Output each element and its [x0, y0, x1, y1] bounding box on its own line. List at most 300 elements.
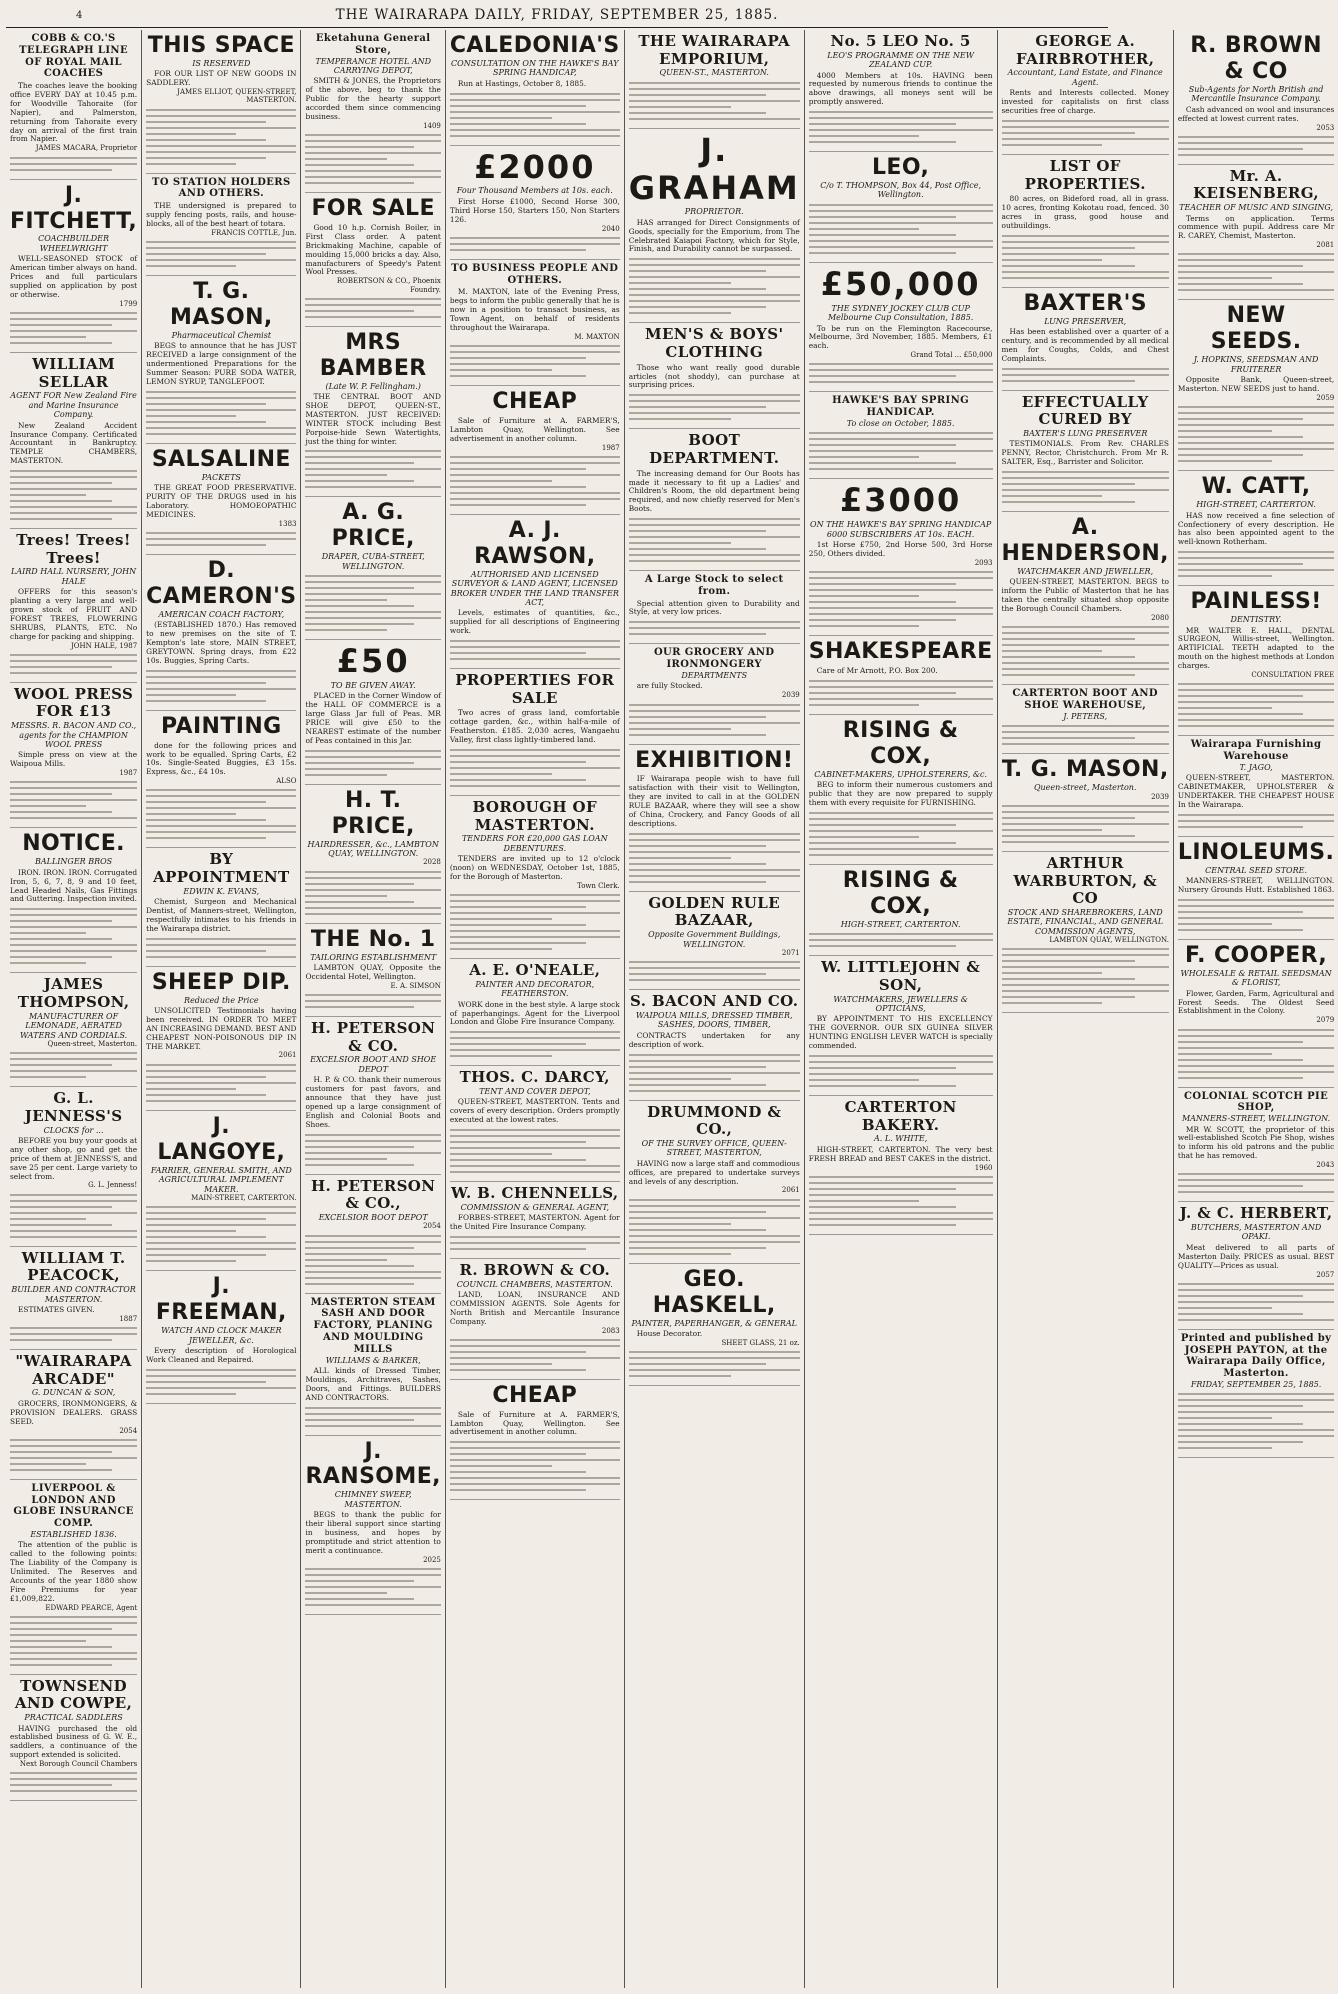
ad-note: JAMES ELLIOT, QUEEN-STREET, MASTERTON. — [177, 88, 297, 105]
ad-subheading: EDWIN K. EVANS, — [183, 886, 260, 896]
advertisement — [305, 193, 440, 327]
advertisement — [809, 392, 993, 479]
ad-fine-print — [809, 432, 993, 470]
ad-subheading: WATCH AND CLOCK MAKER JEWELLER, &c. — [161, 1326, 282, 1345]
ad-heading: H. PETERSON & CO. — [310, 1019, 436, 1055]
ad-fine-print — [146, 391, 296, 435]
column-8 — [1174, 30, 1338, 1988]
advertisement — [305, 1175, 440, 1294]
ad-note: 2039 — [781, 691, 800, 700]
ad-body: The attention of the public is called to the following points: The Liability of the Company is Unlimited. The Reserves and Accounts of the year 1880 show Fire Premiums for year £1,009,822. — [10, 1540, 138, 1603]
advertisement — [809, 1096, 993, 1235]
ad-body: Special attention given to Durability and Style, at very low prices. — [628, 598, 800, 617]
ad-fine-print — [629, 1199, 800, 1255]
ad-fine-print — [629, 518, 800, 562]
advertisement — [10, 1675, 137, 1802]
ad-heading: Wairarapa Furnishing Warehouse — [1190, 739, 1322, 762]
ad-note: 2025 — [423, 1555, 441, 1564]
ad-subheading: PACKETS — [201, 472, 241, 482]
ad-heading: A. J. RAWSON, — [474, 517, 596, 569]
ad-heading: NOTICE. — [22, 831, 125, 857]
ad-heading: BOOT DEPARTMENT. — [649, 431, 780, 467]
ad-fine-print — [809, 1176, 993, 1226]
ad-heading: CALEDONIA'S — [449, 33, 620, 58]
ad-subheading: Sub-Agents for North British and Mercantile Insurance Company. — [1188, 84, 1324, 104]
ad-heading: J. FREEMAN, — [155, 1274, 287, 1326]
ad-fine-print — [305, 450, 440, 488]
ad-subheading: LEO'S PROGRAMME ON THE NEW ZEALAND CUP. — [827, 50, 974, 70]
ad-body: M. MAXTON, late of the Evening Press, begs to inform the public generally that he is now in a position to transact business, as Town Agent, on behalf of residents throughout the Wairarapa. — [449, 287, 620, 332]
advertisement — [146, 1271, 296, 1404]
ad-subheading: ON THE HAWKE'S BAY SPRING HANDICAP 6000 SUBSCRIBERS AT 10s. EACH. — [810, 520, 992, 539]
ad-fine-print — [305, 994, 440, 1008]
ad-fine-print — [1178, 1029, 1334, 1079]
advertisement — [146, 174, 296, 276]
ad-body: Sale of Furniture at A. FARMER'S, Lambton Quay, Wellington. See advertisement in another column. — [449, 1409, 620, 1437]
ad-heading: PROPERTIES FOR SALE — [455, 671, 615, 707]
advertisement — [809, 30, 993, 152]
ad-heading: SALSALINE — [151, 446, 291, 472]
ad-heading: THOS. C. DARCY, — [459, 1068, 610, 1087]
ad-body: THE CENTRAL BOOT AND SHOE DEPOT, QUEEN-ST., MASTERTON. JUST RECEIVED: WINTER STOCK including Best Porpoise-hide Sewn Watertights, just the thing for winter. — [305, 392, 441, 446]
ad-body: House Decorator. — [636, 1328, 703, 1338]
ad-fine-print — [1178, 1393, 1334, 1449]
ad-subheading: QUEEN-ST., MASTERTON. — [659, 68, 769, 78]
ad-note: FRANCIS COTTLE, Jun. — [211, 228, 297, 237]
advertisement — [1002, 391, 1169, 512]
ad-note: Town Clerk. — [577, 881, 620, 890]
ad-heading: R. BROWN & CO — [1190, 33, 1322, 84]
ad-fine-print — [146, 1064, 296, 1102]
ad-subheading: Four Thousand Members at 10s. each. — [456, 186, 613, 196]
ad-body: First Horse £1000, Second Horse 300, Third Horse 150, Starters 150, Non Starters 126. — [449, 196, 620, 224]
ad-body: Opposite Bank, Queen-street, Masterton. NEW SEEDS just to hand. — [1177, 375, 1335, 394]
ad-note: SHEET GLASS, 21 oz. — [721, 1338, 800, 1347]
ad-subheading: ESTABLISHED 1836. — [30, 1529, 117, 1539]
ad-fine-print — [146, 109, 296, 165]
ad-heading: WOOL PRESS FOR £13 — [13, 684, 134, 721]
ad-fine-print — [10, 908, 137, 964]
ad-heading: D. CAMERON'S — [146, 557, 297, 609]
ad-body: HAS now received a fine selection of Confectionery of every description. He has also been appointed agent to the well-known Rotherham. — [1177, 510, 1335, 547]
ad-heading: THE WAIRARAPA EMPORIUM, — [638, 32, 791, 68]
advertisement — [809, 956, 993, 1096]
advertisement — [450, 260, 620, 386]
ad-heading: HAWKE'S BAY SPRING HANDICAP. — [832, 395, 970, 419]
ad-subheading: TEACHER OF MUSIC AND SINGING, — [1179, 203, 1334, 213]
ad-heading: Mr. A. KEISENBERG, — [1193, 166, 1320, 203]
ad-heading: FOR SALE — [311, 196, 435, 222]
ad-fine-print — [809, 933, 993, 947]
ad-body: BEFORE you buy your goods at any other shop, go and get the price of them at JENNESS'S, and save 25 per cent. Large variety to select from. — [10, 1136, 138, 1181]
ad-fine-print — [629, 704, 800, 736]
ad-subheading: TEMPERANCE HOTEL AND CARRYING DEPOT, — [315, 56, 432, 76]
column-7 — [998, 30, 1174, 1988]
ad-fine-print — [450, 1339, 620, 1371]
ad-body: HAS arranged for Direct Consignments of Goods, specially for the Emporium, from The Celebrated Kaiapoi Factory, which for Style, Finish, and Durability cannot be surpassed. — [628, 217, 800, 254]
ad-heading: GEORGE A. FAIRBROTHER, — [1016, 32, 1155, 68]
advertisement — [305, 924, 440, 1017]
ad-body: Good 10 h.p. Cornish Boiler, in First Class order. A patent Brickmaking Machine, capable of moulding 15,000 bricks a day. Also, manufacturers of Speedy's Patent Wool Presses. — [305, 223, 441, 277]
ad-heading: LIVERPOOL & LONDON AND GLOBE INSURANCE COMP. — [13, 1482, 134, 1530]
ad-subheading: PROPRIETOR. — [684, 207, 744, 217]
ad-body: Every description of Horological Work Cleaned and Repaired. — [146, 1345, 297, 1364]
ad-body: MR WALTER E. HALL, DENTAL SURGEON, Willis-street, Wellington. ARTIFICIAL TEETH adapted to the mouth on the highest methods at London charges. — [1177, 625, 1335, 671]
columns — [6, 30, 1335, 1988]
ad-body: ALL kinds of Dressed Timber, Mouldings, Architraves, Sashes, Doors, and Fittings. BUILDERS AND CONTRACTORS. — [305, 1366, 441, 1402]
ad-note: 1409 — [423, 121, 441, 130]
ad-heading: £50,000 — [820, 264, 981, 303]
ad-note: ALSO — [276, 777, 297, 786]
ad-fine-print — [629, 833, 800, 883]
advertisement — [629, 892, 800, 991]
ad-note: 1799 — [119, 299, 138, 308]
ad-heading: J. FITCHETT, — [10, 182, 138, 234]
ad-fine-print — [10, 1327, 137, 1341]
masthead-title: THE WAIRARAPA DAILY, FRIDAY, SEPTEMBER 25, 1885. — [335, 6, 779, 23]
ad-fine-print — [305, 134, 440, 184]
ad-heading: J. RANSOME, — [305, 1438, 441, 1490]
page-number: 4 — [76, 9, 83, 21]
advertisement — [146, 30, 296, 174]
ad-fine-print — [450, 456, 620, 506]
ad-fine-print — [10, 1052, 137, 1078]
advertisement — [1002, 754, 1169, 852]
ad-fine-print — [10, 1616, 137, 1666]
ad-subheading: T. JAGO, — [1239, 762, 1273, 772]
advertisement — [1178, 30, 1334, 165]
ad-fine-print — [10, 157, 137, 171]
ad-heading: Printed and published by JOSEPH PAYTON, at the Wairarapa Daily Office, Masterton. — [1180, 1332, 1332, 1380]
advertisement — [10, 1480, 137, 1675]
ad-fine-print — [1002, 626, 1169, 676]
ad-note: 2083 — [601, 1326, 620, 1335]
advertisement — [629, 1101, 800, 1264]
ad-subheading: PRACTICAL SADDLERS — [24, 1713, 123, 1723]
advertisement — [809, 636, 993, 715]
advertisement — [305, 1294, 440, 1436]
ad-fine-print — [10, 470, 137, 520]
ad-heading: LINOLEUMS. — [1177, 839, 1335, 865]
ad-fine-print — [1002, 725, 1169, 745]
ad-subheading: THE SYDNEY JOCKEY CLUB CUP Melbourne Cup Consultation, 1885. — [827, 303, 974, 323]
ad-body: (ESTABLISHED 1870.) Has removed to new premises on the site of T. Kempton's late store, MAIN STREET, GREYTOWN. Spring drays, from £22 10s. Buggies, Spring Carts. — [146, 620, 297, 665]
ad-heading: SHEEP DIP. — [151, 969, 291, 995]
ad-heading: BAXTER'S — [1023, 290, 1147, 316]
ad-body: Levels, estimates of quantities, &c., supplied for all descriptions of Engineering work. — [449, 608, 620, 636]
ad-subheading: LUNG PRESERVER, — [1044, 316, 1127, 326]
advertisement — [450, 959, 620, 1066]
ad-note: 2061 — [278, 1051, 297, 1060]
advertisement — [809, 263, 993, 393]
ad-heading: TO STATION HOLDERS AND OTHERS. — [152, 176, 291, 200]
ad-subheading: CLOCKS for ... — [43, 1125, 104, 1135]
advertisement — [1178, 165, 1334, 301]
ad-heading: LEO, — [872, 155, 930, 181]
ad-body: LAMBTON QUAY, Opposite the Occidental Hotel, Wellington. — [305, 963, 441, 981]
ad-body: HAVING purchased the old established business of G. W. E., saddlers, a continuance of the support extended is solicited. — [10, 1723, 138, 1760]
ad-body: WORK done in the best style. A large stock of paperhangings. Agent for the Liverpool London and Globe Fire Insurance Company. — [449, 999, 620, 1027]
ad-heading: WILLIAM SELLAR — [32, 354, 116, 391]
ad-body: Those who want really good durable articles (not shoddy), can purchase at surprising prices. — [628, 362, 800, 390]
advertisement — [146, 711, 296, 849]
advertisement — [1178, 940, 1334, 1088]
advertisement — [450, 1259, 620, 1380]
ad-heading: EXHIBITION! — [635, 747, 794, 773]
ad-fine-print — [629, 961, 800, 981]
ad-body: IF Wairarapa people wish to have full satisfaction with their visit to Wellington, they are invited to call in at the GOLDEN RULE BAZAAR, where they will see a show of China, Crockery, and Fancy Goods of all descriptions. — [628, 774, 800, 828]
advertisement — [809, 715, 993, 865]
advertisement — [450, 515, 620, 669]
ad-subheading: COACHBUILDER WHEELWRIGHT — [38, 234, 110, 253]
ad-subheading: Reduced the Price — [184, 995, 259, 1005]
ad-body: Flower, Garden, Farm, Agricultural and Forest Seeds. The Oldest Seed Establishment in the Colony. — [1177, 988, 1335, 1016]
ad-fine-print — [1178, 899, 1334, 931]
advertisement — [450, 1066, 620, 1182]
ad-subheading: COMMISSION & GENERAL AGENT, — [460, 1202, 609, 1212]
column-6 — [805, 30, 998, 1988]
ad-note: Grand Total ... £50,000 — [910, 351, 993, 360]
ad-subheading: MANNERS-STREET, WELLINGTON. — [1181, 1114, 1331, 1124]
ad-heading: COLONIAL SCOTCH PIE SHOP, — [1184, 1090, 1329, 1114]
ad-subheading: BUTCHERS, MASTERTON AND OPAKI. — [1190, 1223, 1322, 1242]
ad-fine-print — [1178, 136, 1334, 156]
ad-note: 1887 — [119, 1314, 138, 1323]
ad-note: 1383 — [278, 519, 297, 528]
advertisement — [305, 785, 440, 924]
column-5 — [625, 30, 805, 1988]
ad-fine-print — [450, 93, 620, 137]
advertisement — [1178, 837, 1334, 940]
ad-note: 2057 — [1316, 1270, 1335, 1279]
ad-body: QUEEN-STREET, MASTERTON. BEGS to inform the Public of Masterton that he has taken the centrally situated shop opposite the Borough Council Chambers. — [1001, 577, 1169, 614]
ad-subheading: Accountant, Land Estate, and Finance Agent. — [1007, 68, 1163, 87]
ad-note: EDWARD PEARCE, Agent — [45, 1603, 138, 1612]
ad-body: IRON. IRON. IRON. Corrugated Iron, 5, 6, 7, 8, 9 and 10 feet, Lead Headed Nails, Gas Fittings and Guttering. Inspection invited. — [10, 867, 138, 904]
ad-fine-print — [10, 1439, 137, 1471]
ad-subheading: BAXTER'S LUNG PRESERVER — [1023, 429, 1148, 439]
ad-body: 80 acres, on Bideford road, all in grass. 10 acres, fronting Kokotau road, fenced. 30 acres in grass, good house and outbuildings. — [1001, 194, 1169, 230]
ad-fine-print — [305, 1235, 440, 1285]
ad-heading: OUR GROCERY AND IRONMONGERY — [653, 647, 775, 671]
ad-fine-print — [1002, 471, 1169, 503]
ad-note: CONSULTATION FREE — [1251, 670, 1335, 679]
ad-note: 1987 — [601, 443, 620, 452]
column-4 — [446, 30, 625, 1988]
ad-body: Has been established over a quarter of a century, and is recommended by all medical men for Coughs, Colds, and Chest Complaints. — [1001, 327, 1169, 363]
ad-fine-print — [146, 789, 296, 839]
ad-body: BY APPOINTMENT TO HIS EXCELLENCY THE GOVERNOR. OUR SIX GUINEA SILVER HUNTING ENGLISH LEVER WATCH is specially commended. — [808, 1014, 993, 1051]
ad-subheading: (Late W. P. Fellingham.) — [325, 381, 421, 391]
ad-heading: CHEAP — [492, 388, 578, 414]
ad-subheading: WATCHMAKERS, JEWELLERS & OPTICIANS, — [833, 994, 968, 1013]
ad-fine-print — [450, 894, 620, 950]
ad-fine-print — [146, 1206, 296, 1262]
ad-heading: J. & C. HERBERT, — [1179, 1204, 1333, 1223]
ad-subheading: WATCHMAKER AND JEWELLER, — [1017, 566, 1154, 576]
ad-body: BEG to inform their numerous customers and public that they are now prepared to supply them with every requisite for FURNISHING. — [808, 780, 993, 807]
ad-body: Two acres of grass land, comfortable cottage garden, &c., within half-a-mile of Featherston. £185. 2,030 acres, Wangaehu Valley, first class lightly-timbered land. — [449, 708, 620, 745]
ad-body: ESTIMATES GIVEN. — [18, 1304, 95, 1314]
ad-body: HAVING now a large staff and commodious offices, are prepared to undertake surveys and levels of any description. — [628, 1158, 800, 1186]
ad-body: TENDERS are invited up to 12 o'clock (noon) on WEDNESDAY, October 1st, 1885, for the Borough of Masterton. — [449, 854, 620, 881]
ad-heading: SHAKESPEARE — [808, 639, 993, 665]
ad-subheading: FARRIER, GENERAL SMITH, AND AGRICULTURAL IMPLEMENT MAKER. — [150, 1165, 292, 1194]
advertisement — [1002, 155, 1169, 288]
advertisement — [305, 640, 440, 784]
advertisement — [629, 30, 800, 129]
ad-subheading: OF THE SURVEY OFFICE, QUEEN-STREET, MASTERTON, — [641, 1138, 787, 1158]
advertisement — [809, 479, 993, 636]
advertisement — [1178, 300, 1334, 471]
ad-fine-print — [629, 82, 800, 120]
ad-body: FORBES-STREET, MASTERTON. Agent for the United Fire Insurance Company. — [449, 1213, 620, 1232]
ad-subheading: BUILDER AND CONTRACTOR MASTERTON. — [11, 1285, 136, 1304]
advertisement — [1002, 30, 1169, 155]
advertisement — [629, 644, 800, 744]
ad-subheading: CABINET-MAKERS, UPHOLSTERERS, &c. — [814, 769, 988, 779]
ad-subheading: A. L. WHITE, — [873, 1134, 928, 1144]
ad-heading: PAINTING — [161, 713, 282, 739]
ad-subheading: HIGH-STREET, CARTERTON. — [840, 919, 961, 929]
ad-note: 2054 — [423, 1222, 441, 1231]
ad-fine-print — [1178, 253, 1334, 291]
ad-body: FOR OUR LIST OF NEW GOODS IN SADDLERY. — [146, 69, 297, 88]
ad-subheading: EXCELSIOR BOOT DEPOT — [318, 1212, 428, 1222]
advertisement — [146, 967, 296, 1111]
ad-body: CONTRACTS undertaken for any description of work. — [628, 1030, 800, 1049]
ad-body: QUEEN-STREET, MASTERTON. Tents and covers of every description. Orders promptly executed at the lowest rates. — [449, 1097, 620, 1125]
ad-heading: LIST OF PROPERTIES. — [1024, 156, 1146, 193]
ad-fine-print — [1178, 683, 1334, 727]
ad-note: 2043 — [1316, 1161, 1335, 1170]
advertisement — [146, 1111, 296, 1271]
ad-heading: £2000 — [474, 147, 596, 186]
ad-heading: JAMES THOMPSON, — [17, 975, 130, 1012]
ad-note: MAIN-STREET, CARTERTON. — [191, 1193, 297, 1202]
ad-fine-print — [809, 363, 993, 383]
ad-fine-print — [450, 345, 620, 377]
advertisement — [305, 327, 440, 498]
ad-heading: PAINLESS! — [1190, 589, 1322, 615]
ad-body: 1st Horse £750, 2nd Horse 500, 3rd Horse 250, Others divided. — [808, 540, 993, 558]
ad-heading: F. COOPER, — [1184, 942, 1328, 968]
ad-heading: EFFECTUALLY CURED BY — [1021, 392, 1149, 429]
ad-heading: £3000 — [839, 481, 962, 520]
advertisement — [450, 669, 620, 796]
ad-heading: MRS BAMBER — [319, 329, 427, 381]
ad-subheading: BALLINGER BROS — [34, 857, 113, 867]
ad-body: 4000 Members at 10s. HAVING been requested by numerous friends to continue the above drawings, all moneys sent will be promptly answered. — [808, 70, 993, 107]
ad-subheading: Queen-street, Masterton. — [1033, 783, 1137, 793]
ad-fine-print — [629, 258, 800, 314]
ad-fine-print — [1178, 551, 1334, 577]
ad-subheading: WAIPOUA MILLS, DRESSED TIMBER, SASHES, DOORS, TIMBER, — [635, 1010, 793, 1030]
ad-note: 2071 — [781, 948, 800, 957]
ad-body: Rents and Interests collected. Money invested for capitalists on first class securities free of charge. — [1001, 88, 1169, 115]
advertisement — [10, 30, 137, 180]
ad-fine-print — [146, 1369, 296, 1395]
advertisement — [305, 497, 440, 640]
ad-subheading: DENTISTRY. — [1230, 615, 1282, 625]
advertisement — [10, 973, 137, 1087]
ad-subheading: Opposite Government Buildings, WELLINGTON. — [648, 930, 781, 949]
ad-heading: G. L. JENNESS'S — [24, 1089, 123, 1125]
ad-fine-print — [1178, 814, 1334, 828]
ad-subheading: MANUFACTURER OF LEMONADE, AERATED WATERS AND CORDIALS. — [19, 1011, 128, 1040]
ad-heading: Eketahuna General Store, — [315, 33, 431, 56]
ad-subheading: HIGH-STREET, CARTERTON. — [1196, 500, 1316, 510]
ad-body: Simple press on view at the Waipoua Mills. — [10, 750, 138, 769]
ad-heading: BY APPOINTMENT — [153, 850, 290, 887]
advertisement — [1002, 685, 1169, 754]
advertisement — [1178, 1330, 1334, 1459]
ad-body: GROCERS, IRONMONGERS, & PROVISION DEALERS. GRASS SEED. — [10, 1398, 138, 1426]
ad-fine-print — [10, 781, 137, 819]
advertisement — [10, 1247, 137, 1350]
ad-note: 2054 — [119, 1426, 138, 1435]
ad-note: 2079 — [1316, 1016, 1335, 1025]
ad-subheading: CENTRAL SEED STORE. — [1205, 865, 1308, 875]
ad-fine-print — [809, 204, 993, 254]
advertisement — [629, 745, 800, 892]
ad-note: JAMES MACARA, Proprietor — [35, 144, 138, 153]
ad-subheading: DRAPER, CUBA-STREET, WELLINGTON. — [321, 552, 425, 571]
ad-heading: A. G. PRICE, — [331, 500, 415, 552]
ad-fine-print — [629, 1054, 800, 1092]
ad-subheading: AGENT FOR New Zealand Fire and Marine Insurance Company. — [10, 391, 137, 420]
ad-subheading: EXCELSIOR BOOT AND SHOE DEPOT — [310, 1055, 437, 1074]
ad-fine-print — [809, 571, 993, 627]
ad-fine-print — [450, 1129, 620, 1173]
ad-fine-print — [1178, 406, 1334, 462]
advertisement — [146, 848, 296, 966]
advertisement — [450, 1182, 620, 1259]
ad-note: G. L. Jenness! — [88, 1181, 138, 1190]
ad-subheading: TENDERS FOR £20,000 GAS LOAN DEBENTURES. — [461, 834, 608, 853]
ad-subheading: G. DUNCAN & SON, — [31, 1388, 116, 1398]
advertisement — [1002, 512, 1169, 685]
ad-heading: H. PETERSON & CO., — [310, 1176, 436, 1213]
ad-fine-print — [10, 1194, 137, 1238]
column-3 — [301, 30, 445, 1988]
ad-body: done for the following prices and work to be equalled. Spring Carts, £2 10s. Single-Seated Buggies, £3 15s. Express, &c., £4 10s. — [146, 740, 297, 777]
ad-subheading: DEPARTMENTS — [681, 670, 748, 680]
ad-fine-print — [450, 749, 620, 787]
masthead — [6, 4, 1108, 28]
ad-fine-print — [629, 621, 800, 635]
ad-note: 2053 — [1316, 123, 1335, 132]
ad-heading: A. E. O'NEALE, — [469, 961, 601, 980]
ad-body: The increasing demand for Our Boots has made it necessary to fit up a Ladies' and Children's Room, the old department being required, and now chiefly reserved for Men's Boots. — [628, 468, 800, 514]
advertisement — [450, 796, 620, 959]
ad-body: OFFERS for this season's planting a very large and well-grown stock of FRUIT AND FOREST TREES, FLOWERING SHRUBS, PLANTS, ETC. No charge for packing and shipping. — [10, 587, 138, 641]
advertisement — [629, 129, 800, 323]
ad-body: To be run on the Flemington Racecourse, Melbourne, 3rd November, 1885. Members, £1 each. — [808, 323, 993, 351]
ad-subheading: MESSRS. R. BACON AND CO., agents for the CHAMPION WOOL PRESS — [10, 721, 137, 750]
ad-heading: TO BUSINESS PEOPLE AND OTHERS. — [451, 262, 619, 286]
ad-fine-print — [10, 654, 137, 674]
ad-heading: W. LITTLEJOHN & SON, — [821, 958, 981, 994]
advertisement — [10, 828, 137, 973]
advertisement — [1178, 1202, 1334, 1329]
advertisement — [10, 529, 137, 683]
advertisement — [305, 1017, 440, 1175]
ad-subheading: TENT AND COVER DEPOT, — [479, 1086, 591, 1096]
ad-subheading: LAIRD HALL NURSERY, JOHN HALE — [11, 567, 137, 586]
ad-note: 2061 — [781, 1186, 800, 1195]
ad-note: ROBERTSON & CO., Phoenix Foundry. — [336, 277, 441, 294]
